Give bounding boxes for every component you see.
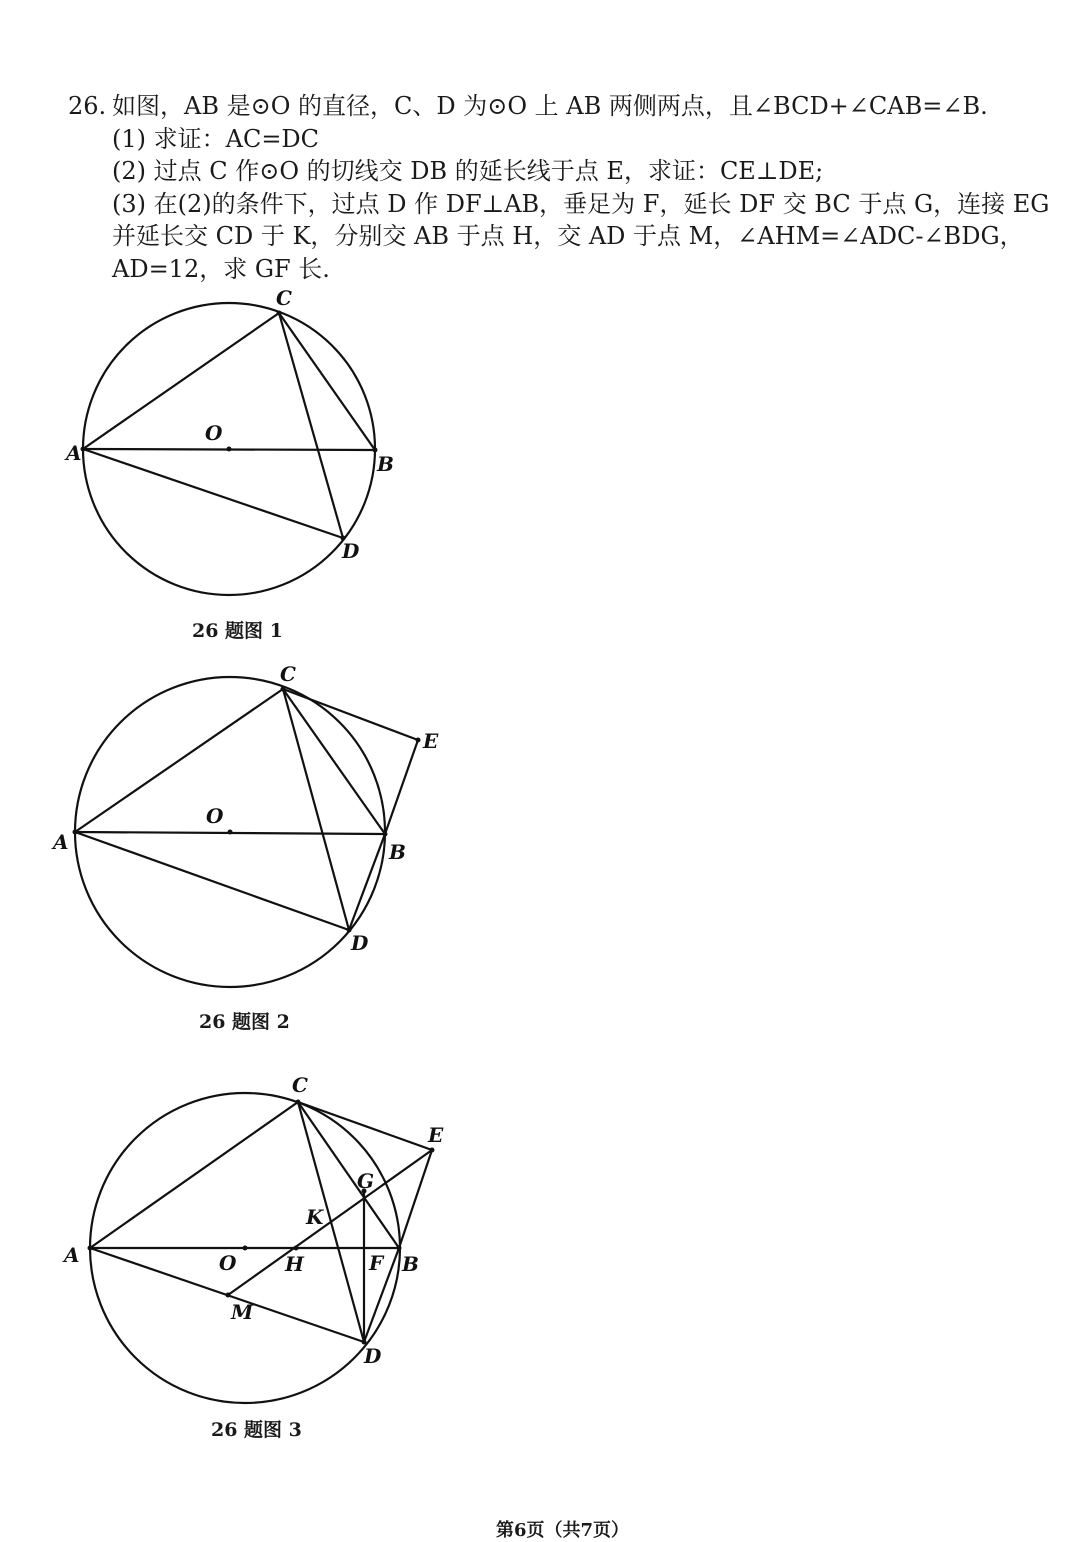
label-m: M <box>231 1300 254 1324</box>
problem-part-3-line-2: 并延长交 CD 于 K，分别交 AB 于点 H，交 AD 于点 M，∠AHM=∠ADC-∠BDG， <box>112 222 1024 250</box>
label-d: D <box>351 931 369 955</box>
label-k: K <box>306 1205 324 1229</box>
point-o <box>243 1246 248 1251</box>
segment-ce <box>298 1102 432 1150</box>
segment-ac <box>90 1102 298 1248</box>
label-a: A <box>53 830 69 854</box>
point-b <box>397 1246 402 1251</box>
label-o: O <box>206 804 224 828</box>
problem-part-3-line-3: AD=12，求 GF 长. <box>112 254 330 283</box>
problem-part-2: (2) 过点 C 作⊙O 的切线交 DB 的延长线于点 E，求证：CE⊥DE; <box>112 157 824 185</box>
label-h: H <box>285 1252 304 1276</box>
label-d: D <box>364 1344 382 1368</box>
label-a: A <box>66 441 82 465</box>
label-c: C <box>292 1073 308 1097</box>
label-b: B <box>377 452 394 476</box>
point-m <box>226 1293 231 1298</box>
label-c: C <box>276 286 292 310</box>
label-e: E <box>428 1123 444 1147</box>
point-a <box>88 1246 93 1251</box>
figure-3-caption: 26 题图 3 <box>211 1419 302 1441</box>
label-d: D <box>342 539 360 563</box>
problem-part-3-line-1: (3) 在(2)的条件下，过点 D 作 DF⊥AB，垂足为 F，延长 DF 交 BC 于点 G，连接 EG <box>112 189 1050 218</box>
label-f: F <box>369 1251 384 1275</box>
label-b: B <box>402 1252 419 1276</box>
label-o: O <box>219 1251 237 1275</box>
point-c <box>296 1100 301 1105</box>
figure-2-caption: 26 题图 2 <box>199 1011 290 1033</box>
problem-stem: 如图，AB 是⊙O 的直径，C、D 为⊙O 上 AB 两侧两点，且∠BCD+∠CAB=∠B. <box>112 92 988 120</box>
label-a: A <box>64 1243 80 1267</box>
page-footer: 第6页（共7页） <box>496 1520 630 1541</box>
label-e: E <box>423 729 439 753</box>
label-g: G <box>357 1169 375 1193</box>
point-e <box>430 1148 435 1153</box>
problem-part-1: (1) 求证：AC=DC <box>112 124 320 153</box>
segment-be <box>399 1150 432 1248</box>
label-c: C <box>280 662 296 686</box>
label-o: O <box>205 421 223 445</box>
problem-number: 26. <box>68 92 107 120</box>
label-b: B <box>389 840 406 864</box>
figure-1-caption: 26 题图 1 <box>192 620 283 642</box>
point-h <box>294 1246 299 1251</box>
